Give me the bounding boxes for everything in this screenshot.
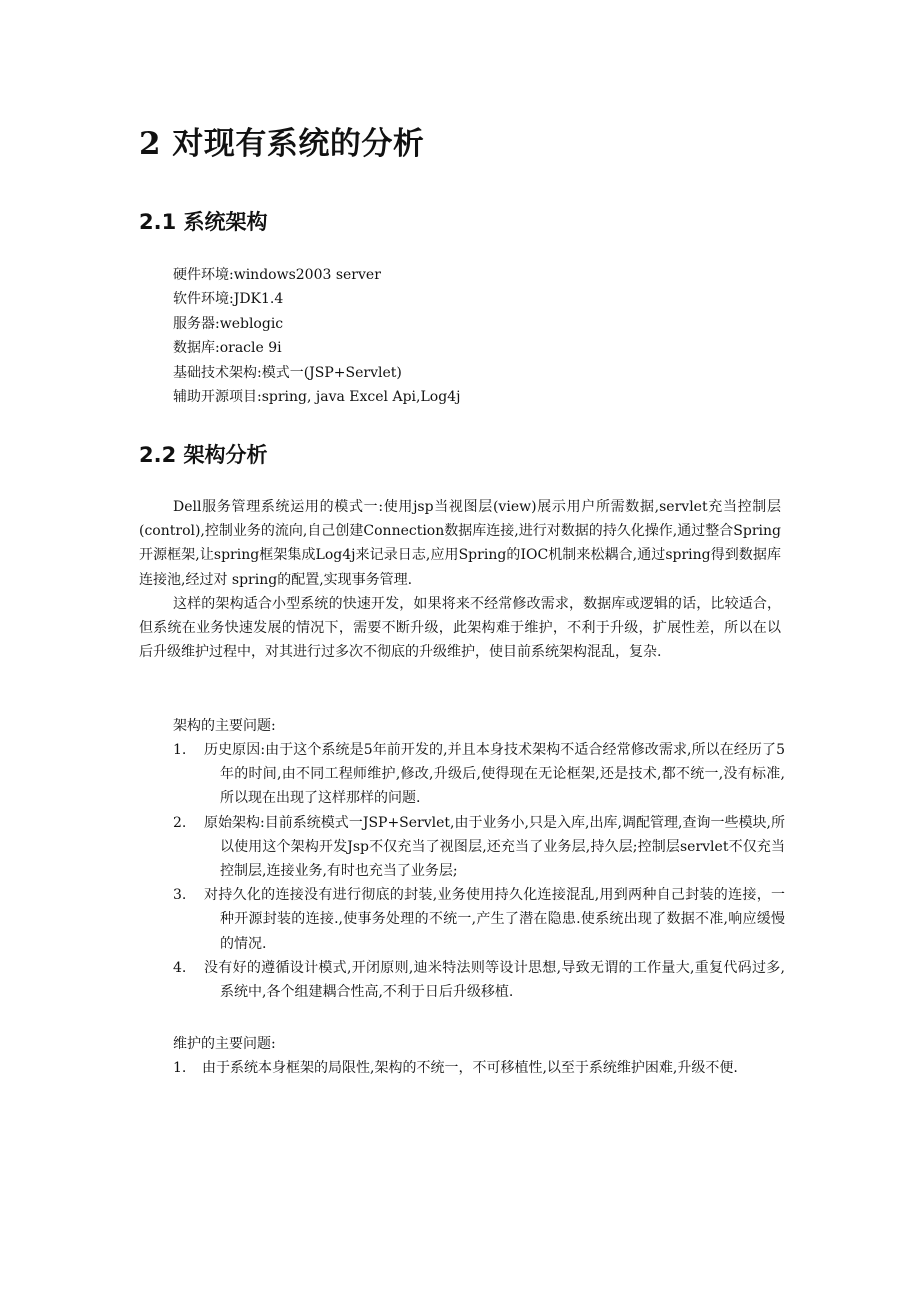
section-heading-analysis: 2.2 架构分析 [139,443,268,467]
list-item-number: 3. [173,887,187,904]
list-item-number: 1. [173,742,187,758]
list-item [173,883,785,956]
maintenance-problems-list [173,1056,785,1080]
list-item-number: 1. [173,1060,187,1076]
list-item-text: 由于系统本身框架的局限性,架构的不统一，不可移植性,以至于系统维护困难,升级不便. [202,1060,738,1076]
section-heading-architecture: 2.1 系统架构 [139,210,268,234]
env-software: 软件环境:JDK1.4 [173,291,284,308]
env-tech-architecture: 基础技术架构:模式一(JSP+Servlet) [173,364,402,381]
env-database: 数据库:oracle 9i [173,340,282,357]
architecture-problems-label: 架构的主要问题: [173,718,276,734]
maintenance-problems-label: 维护的主要问题: [173,1036,276,1052]
list-item-text: 对持久化的连接没有进行彻底的封装,业务使用持久化连接混乱,用到两种自己封装的连接，一种开源封装的连接.,使事务处理的不统一,产生了潜在隐患.使系统出现了数据不准,响应缓慢的情况. [204,887,785,952]
environment-list [173,263,460,409]
env-open-source: 辅助开源项目:spring, java Excel Api,Log4j [173,388,461,405]
env-hardware: 硬件环境:windows2003 server [173,267,381,283]
list-item-number: 4. [173,959,187,976]
list-item [173,811,785,884]
paragraph-architecture-suitability: 这样的架构适合小型系统的快速开发，如果将来不经常修改需求，数据库或逻辑的话，比较适合，但系统在业务快速发展的情况下，需要不断升级，此架构难于维护，不利于升级，扩展性差，所以在以后升级维护过程中，对其进行过多次不彻底的升级维护，使目前系统架构混乱，复杂. [139,596,781,661]
list-item [173,956,785,1004]
list-item [173,1056,785,1080]
paragraph-pattern-description: Dell服务管理系统运用的模式一:使用jsp当视图层(view)展示用户所需数据,servlet充当控制层(control),控制业务的流向,自己创建Connection数据库连接,进行对数据的持久化操作,通过整合Spring开源框架,让spring框架集成Log4j来记录日志,应用Spring的IOC机制来松耦合,通过spring得到数据库连接池,经过对 spring的配置,实现事务管理. [139,499,781,588]
page-title: 2 对现有系统的分析 [139,126,425,162]
architecture-problems-list [173,738,785,1004]
list-item-number: 2. [173,814,187,831]
list-item-text: 原始架构:目前系统模式一JSP+Servlet,由于业务小,只是入库,出库,调配管理,查询一些模块,所以使用这个架构开发Jsp不仅充当了视图层,还充当了业务层,持久层;控制层servlet不仅充当控制层,连接业务,有时也充当了业务层; [204,814,785,880]
list-item-text: 历史原因:由于这个系统是5年前开发的,并且本身技术架构不适合经常修改需求,所以在经历了5年的时间,由不同工程师维护,修改,升级后,使得现在无论框架,还是技术,都不统一,没有标准,所以现在出现了这样那样的问题. [204,742,785,807]
list-item-text: 没有好的遵循设计模式,开闭原则,迪米特法则等设计思想,导致无谓的工作量大,重复代码过多,系统中,各个组建耦合性高,不利于日后升级移植. [204,959,785,1001]
env-server: 服务器:weblogic [173,315,284,332]
list-item [173,738,785,811]
